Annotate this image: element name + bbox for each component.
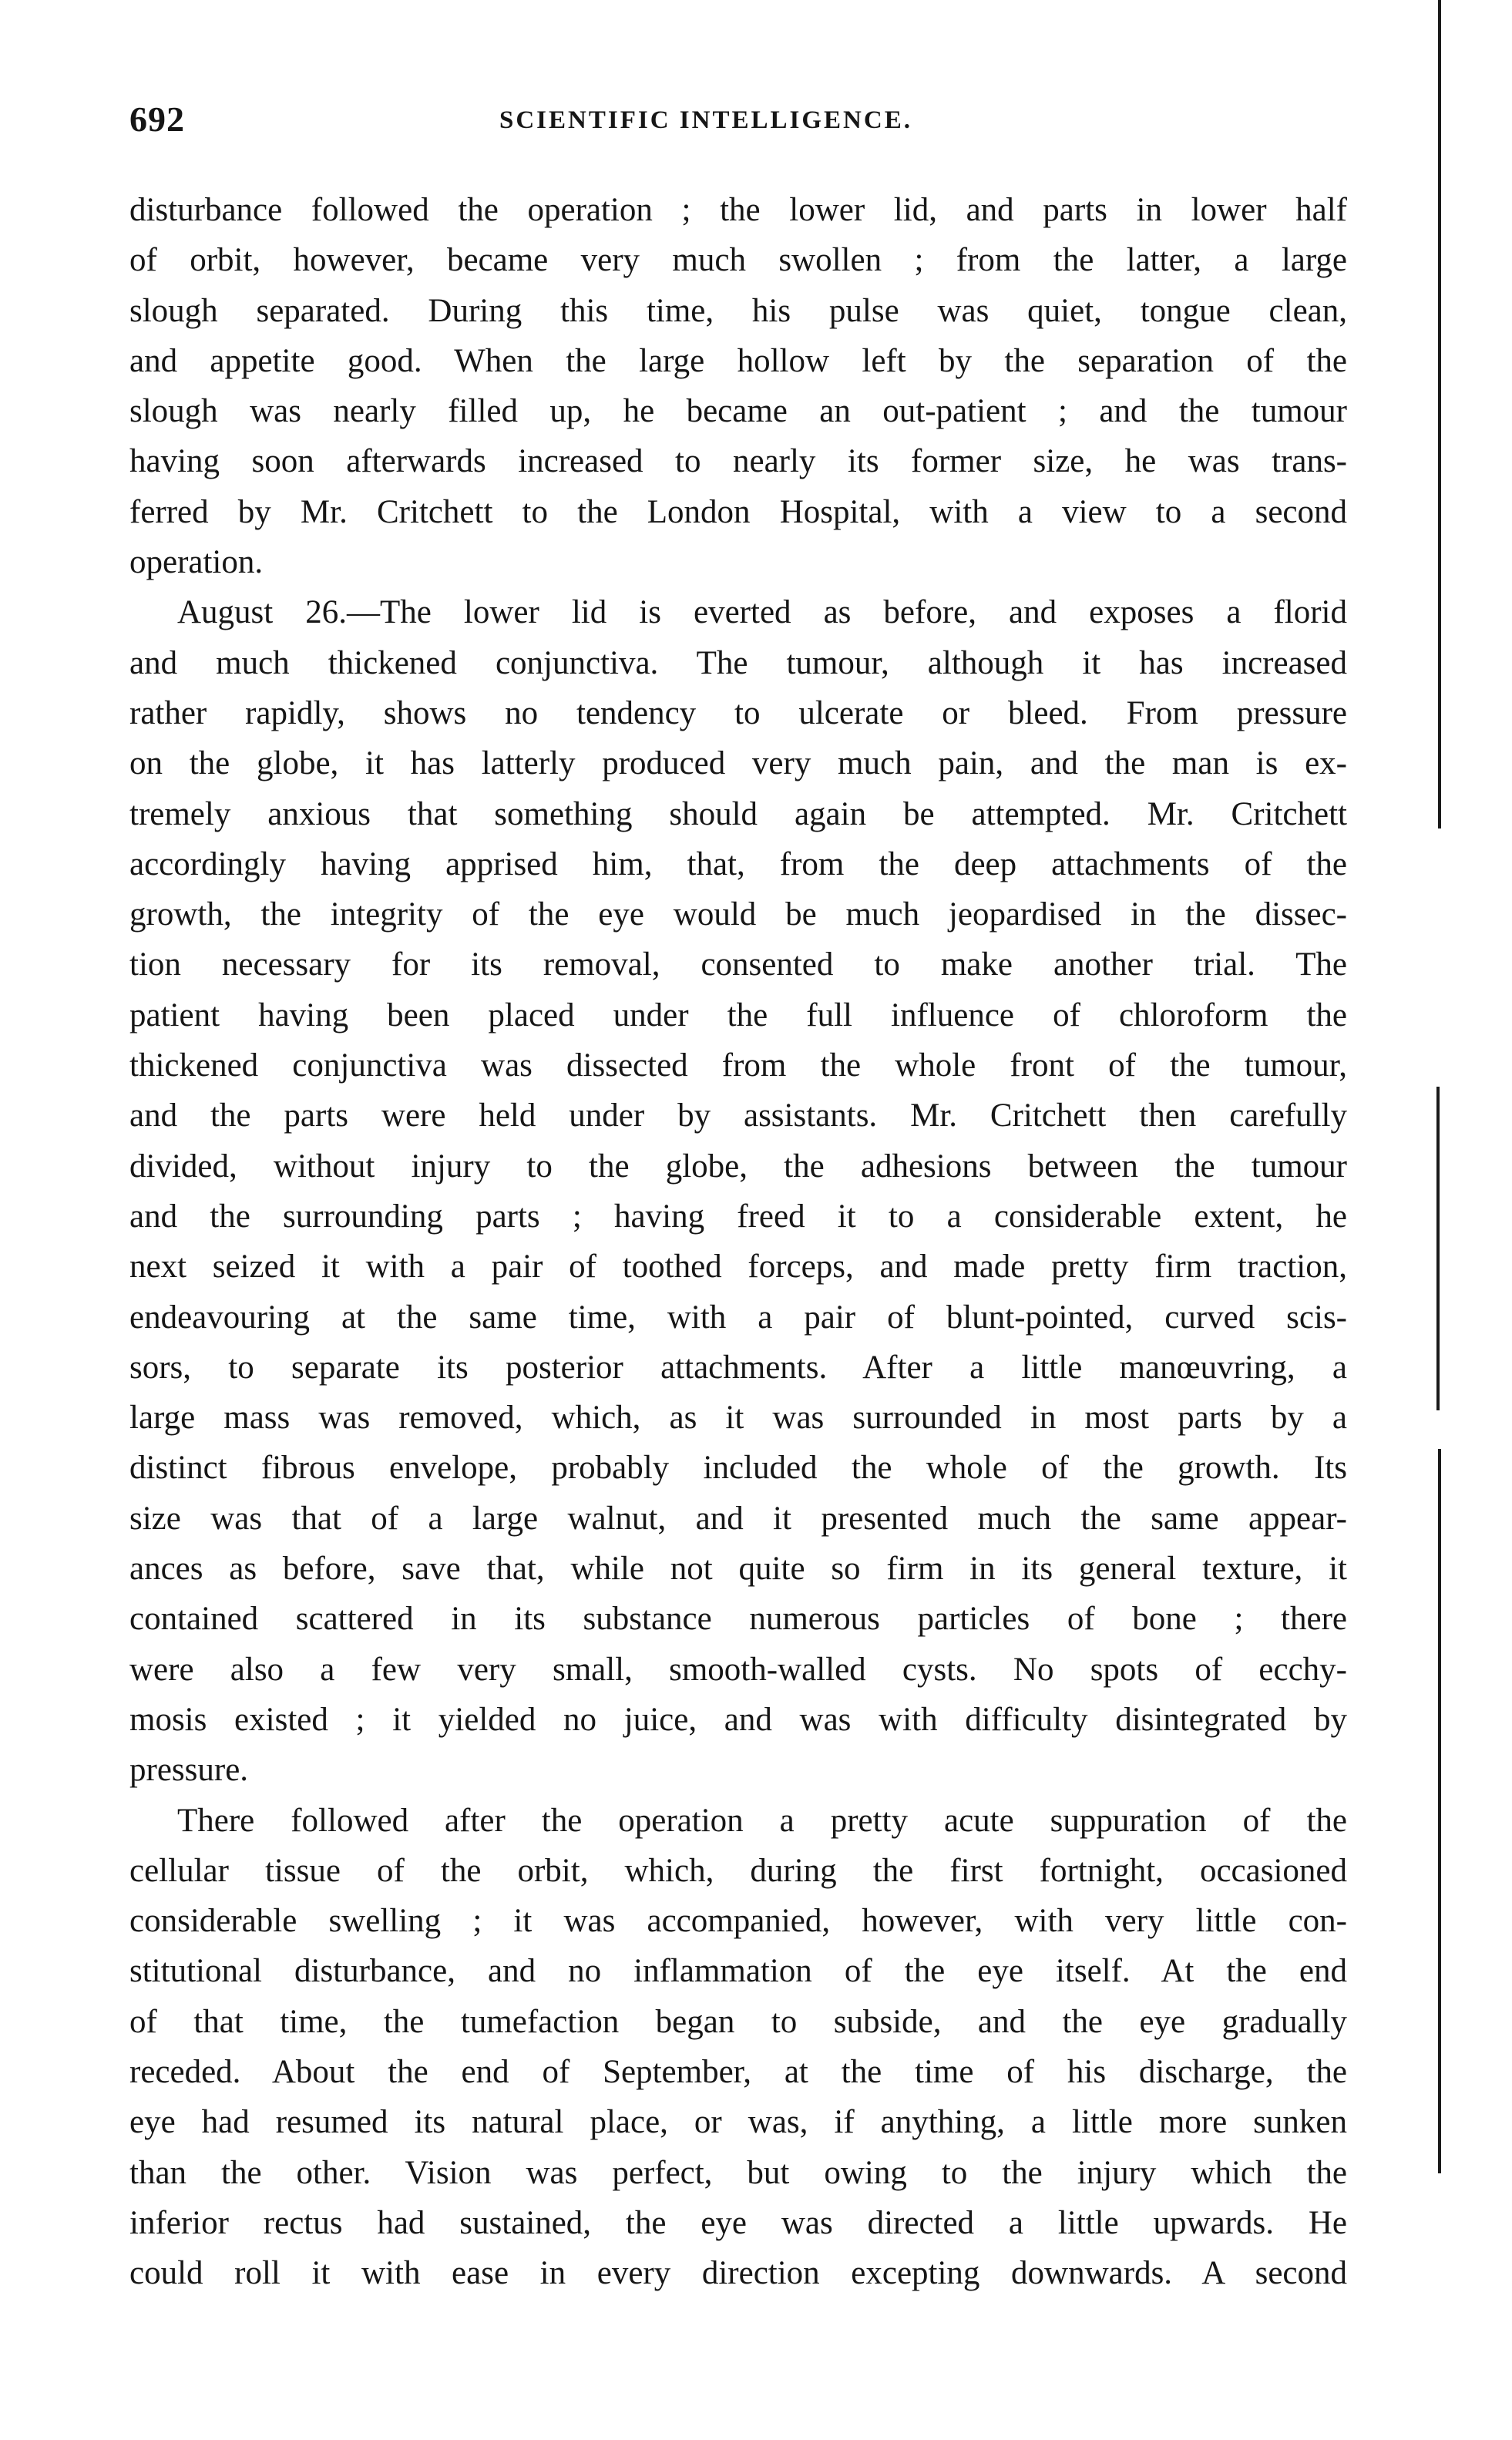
text-line: tremely anxious that something should again be attempted. Mr. Critchett bbox=[129, 795, 1347, 832]
text-line: sors, to separate its posterior attachments. After a little manœuvring, a bbox=[129, 1349, 1347, 1386]
text-line: There followed after the operation a pretty acute suppuration of the bbox=[177, 1802, 1347, 1839]
text-line: disturbance followed the operation ; the lower lid, and parts in lower half bbox=[129, 192, 1347, 228]
text-line: slough separated. During this time, his pulse was quiet, tongue clean, bbox=[129, 292, 1347, 329]
page-edge-line bbox=[1436, 1087, 1440, 1410]
text-line: considerable swelling ; it was accompanied, however, with very little con- bbox=[129, 1903, 1347, 1940]
text-line: stitutional disturbance, and no inflammation of the eye itself. At the end bbox=[129, 1953, 1347, 1990]
page-edge-line bbox=[1438, 1449, 1441, 2173]
text-line: August 26.—The lower lid is everted as before, and exposes a florid bbox=[177, 594, 1347, 631]
text-line: eye had resumed its natural place, or was, if anything, a little more sunken bbox=[129, 2104, 1347, 2141]
text-line: having soon afterwards increased to nearly its former size, he was trans- bbox=[129, 443, 1347, 480]
text-line: next seized it with a pair of toothed forceps, and made pretty firm traction, bbox=[129, 1249, 1347, 1286]
text-line: large mass was removed, which, as it was surrounded in most parts by a bbox=[129, 1400, 1347, 1437]
text-line: endeavouring at the same time, with a pair of blunt-pointed, curved scis- bbox=[129, 1299, 1347, 1336]
text-line: mosis existed ; it yielded no juice, and was with difficulty disintegrated by bbox=[129, 1701, 1347, 1738]
text-line: could roll it with ease in every direction excepting downwards. A second bbox=[129, 2255, 1347, 2292]
text-line: than the other. Vision was perfect, but owing to the injury which the bbox=[129, 2154, 1347, 2191]
page-header bbox=[129, 99, 1347, 145]
text-line: slough was nearly filled up, he became an out-patient ; and the tumour bbox=[129, 393, 1347, 430]
text-line: pressure. bbox=[129, 1752, 249, 1789]
text-line: size was that of a large walnut, and it presented much the same appear- bbox=[129, 1500, 1347, 1537]
text-line: of orbit, however, became very much swollen ; from the latter, a large bbox=[129, 242, 1347, 279]
text-line: cellular tissue of the orbit, which, during the first fortnight, occasioned bbox=[129, 1852, 1347, 1889]
text-line: and much thickened conjunctiva. The tumour, although it has increased bbox=[129, 644, 1347, 681]
text-line: of that time, the tumefaction began to subside, and the eye gradually bbox=[129, 2003, 1347, 2040]
text-line: receded. About the end of September, at the time of his discharge, the bbox=[129, 2053, 1347, 2090]
text-line: divided, without injury to the globe, the adhesions between the tumour bbox=[129, 1148, 1347, 1185]
text-line: operation. bbox=[129, 544, 264, 581]
text-line: thickened conjunctiva was dissected from the whole front of the tumour, bbox=[129, 1047, 1347, 1084]
text-line: tion necessary for its removal, consented to make another trial. The bbox=[129, 946, 1347, 983]
text-line: distinct fibrous envelope, probably included the whole of the growth. Its bbox=[129, 1450, 1347, 1487]
text-line: ferred by Mr. Critchett to the London Hospital, with a view to a second bbox=[129, 493, 1347, 530]
text-line: and the surrounding parts ; having freed it to a considerable extent, he bbox=[129, 1198, 1347, 1235]
running-head: SCIENTIFIC INTELLIGENCE. bbox=[499, 106, 912, 134]
text-line: were also a few very small, smooth-walled cysts. No spots of ecchy- bbox=[129, 1651, 1347, 1688]
text-line: inferior rectus had sustained, the eye was directed a little upwards. He bbox=[129, 2204, 1347, 2241]
page-edge-line bbox=[1438, 0, 1441, 828]
text-line: contained scattered in its substance numerous particles of bone ; there bbox=[129, 1601, 1347, 1638]
text-line: rather rapidly, shows no tendency to ulcerate or bleed. From pressure bbox=[129, 694, 1347, 731]
text-line: ances as before, save that, while not quite so firm in its general texture, it bbox=[129, 1551, 1347, 1588]
text-line: growth, the integrity of the eye would be much jeopardised in the dissec- bbox=[129, 896, 1347, 933]
text-line: accordingly having apprised him, that, from the deep attachments of the bbox=[129, 845, 1347, 882]
text-line: on the globe, it has latterly produced very much pain, and the man is ex- bbox=[129, 745, 1347, 782]
text-line: and appetite good. When the large hollow left by the separation of the bbox=[129, 342, 1347, 379]
body-text bbox=[129, 185, 1347, 2298]
text-line: and the parts were held under by assistants. Mr. Critchett then carefully bbox=[129, 1097, 1347, 1134]
text-line: patient having been placed under the full influence of chloroform the bbox=[129, 997, 1347, 1033]
page-number: 692 bbox=[129, 99, 185, 139]
